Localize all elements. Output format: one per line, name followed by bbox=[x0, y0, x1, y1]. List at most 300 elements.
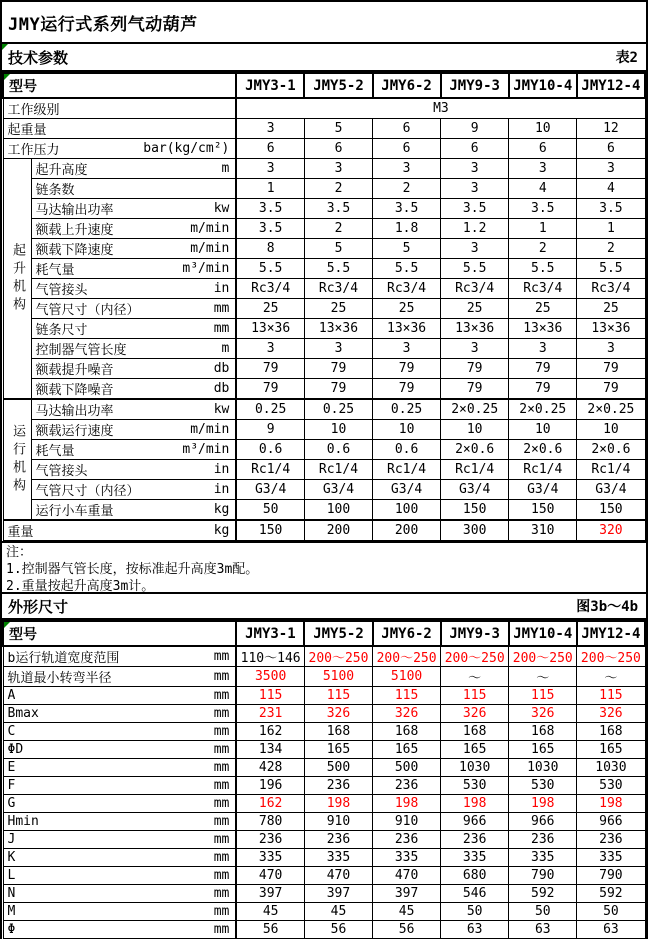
row-label-cell bbox=[3, 903, 236, 921]
value-cell: 3 bbox=[509, 159, 577, 179]
table-row bbox=[3, 98, 645, 119]
value-cell: 115 bbox=[373, 687, 441, 705]
value-cell: 966 bbox=[441, 813, 509, 831]
table-row bbox=[3, 849, 645, 867]
value-cell: 50 bbox=[577, 903, 645, 921]
value-cell: 2×0.6 bbox=[441, 440, 509, 460]
dims-table bbox=[2, 620, 646, 939]
table-row bbox=[3, 420, 645, 440]
green-corner-marker-icon bbox=[4, 74, 10, 80]
value-cell: 6 bbox=[441, 139, 509, 159]
value-cell: 326 bbox=[441, 705, 509, 723]
table-row bbox=[3, 903, 645, 921]
value-cell: 2 bbox=[373, 179, 441, 199]
value-cell: 236 bbox=[373, 831, 441, 849]
value-cell: 3 bbox=[577, 159, 645, 179]
row-label-cell bbox=[31, 359, 236, 379]
row-label: J bbox=[7, 832, 16, 847]
value-cell: 0.6 bbox=[373, 440, 441, 460]
model-header: JMY6-2 bbox=[373, 621, 441, 646]
value-cell: 335 bbox=[236, 849, 304, 867]
model-header: JMY12-4 bbox=[577, 73, 645, 98]
value-cell: 470 bbox=[373, 867, 441, 885]
table-row bbox=[3, 239, 645, 259]
value-cell: 236 bbox=[236, 831, 304, 849]
row-unit: mm bbox=[213, 669, 230, 684]
value-cell: 168 bbox=[304, 723, 372, 741]
value-cell: G3/4 bbox=[577, 480, 645, 500]
value-cell: Rc3/4 bbox=[373, 279, 441, 299]
value-cell: 45 bbox=[373, 903, 441, 921]
value-cell: G3/4 bbox=[441, 480, 509, 500]
table-row bbox=[3, 139, 645, 159]
row-label-cell bbox=[31, 480, 236, 500]
value-cell: 320 bbox=[577, 520, 645, 541]
row-label: 耗气量 bbox=[35, 444, 75, 459]
value-cell: 236 bbox=[304, 831, 372, 849]
row-label: 重量 bbox=[7, 525, 34, 540]
dimensions-table-wrap bbox=[0, 620, 648, 939]
value-cell: 3 bbox=[509, 339, 577, 359]
value-cell: 3 bbox=[441, 339, 509, 359]
model-header: JMY12-4 bbox=[577, 621, 645, 646]
row-label: K bbox=[7, 850, 16, 865]
value-cell: Rc3/4 bbox=[577, 279, 645, 299]
model-header: JMY3-1 bbox=[236, 73, 304, 98]
value-cell: 310 bbox=[509, 520, 577, 541]
value-cell: 397 bbox=[236, 885, 304, 903]
page-title: JMY运行式系列气动葫芦 bbox=[8, 14, 198, 35]
row-label: 额载下降噪音 bbox=[35, 383, 114, 398]
value-cell: 966 bbox=[509, 813, 577, 831]
row-label: N bbox=[7, 886, 16, 901]
table-row bbox=[3, 777, 645, 795]
value-cell: Rc1/4 bbox=[236, 460, 304, 480]
value-cell: 115 bbox=[304, 687, 372, 705]
value-cell: 200 bbox=[304, 520, 372, 541]
value-cell: Rc1/4 bbox=[373, 460, 441, 480]
row-label-cell bbox=[3, 520, 236, 541]
value-cell: 25 bbox=[441, 299, 509, 319]
value-cell: 5 bbox=[304, 239, 372, 259]
row-label-cell bbox=[31, 399, 236, 420]
tech-params-section-bar bbox=[0, 44, 648, 72]
value-cell: 79 bbox=[441, 379, 509, 400]
value-cell: 2×0.6 bbox=[509, 440, 577, 460]
value-cell: 150 bbox=[441, 500, 509, 521]
value-cell: 1030 bbox=[509, 759, 577, 777]
value-cell: 13×36 bbox=[577, 319, 645, 339]
value-cell: 196 bbox=[236, 777, 304, 795]
value-cell: 326 bbox=[304, 705, 372, 723]
row-label: Bmax bbox=[7, 706, 39, 721]
value-cell: 0.6 bbox=[236, 440, 304, 460]
value-cell: 3 bbox=[236, 119, 304, 139]
row-label: M bbox=[7, 904, 16, 919]
value-cell: 79 bbox=[373, 379, 441, 400]
table-row bbox=[3, 921, 645, 939]
merged-value-cell: M3 bbox=[236, 98, 645, 119]
row-unit: m bbox=[221, 341, 230, 356]
value-cell: 10 bbox=[509, 420, 577, 440]
value-cell: 5.5 bbox=[236, 259, 304, 279]
value-cell: 9 bbox=[441, 119, 509, 139]
value-cell: 0.6 bbox=[304, 440, 372, 460]
row-unit: mm bbox=[213, 706, 230, 721]
table-row bbox=[3, 741, 645, 759]
value-cell: 79 bbox=[577, 379, 645, 400]
value-cell: 3 bbox=[441, 239, 509, 259]
row-unit: m/min bbox=[190, 221, 230, 236]
value-cell: 10 bbox=[577, 420, 645, 440]
model-row-label-cell bbox=[3, 73, 236, 98]
model-header-row bbox=[3, 73, 645, 98]
row-unit: mm bbox=[213, 886, 230, 901]
row-label-cell bbox=[3, 139, 236, 159]
row-unit: mm bbox=[213, 778, 230, 793]
table-row bbox=[3, 359, 645, 379]
table-row bbox=[3, 667, 645, 687]
row-label: 额载提升噪音 bbox=[35, 363, 114, 378]
value-cell: 0.25 bbox=[373, 399, 441, 420]
value-cell: 966 bbox=[577, 813, 645, 831]
value-cell: 335 bbox=[373, 849, 441, 867]
row-label: 气管尺寸（内径） bbox=[35, 484, 140, 499]
table-row bbox=[3, 339, 645, 359]
value-cell: 12 bbox=[577, 119, 645, 139]
value-cell: 4 bbox=[577, 179, 645, 199]
value-cell: 236 bbox=[577, 831, 645, 849]
value-cell: 79 bbox=[373, 359, 441, 379]
value-cell: 79 bbox=[577, 359, 645, 379]
row-unit: db bbox=[213, 361, 230, 376]
row-unit: m/min bbox=[190, 422, 230, 437]
value-cell: 500 bbox=[373, 759, 441, 777]
value-cell: 5 bbox=[373, 239, 441, 259]
value-cell: 530 bbox=[577, 777, 645, 795]
row-label: 链条数 bbox=[35, 183, 75, 198]
row-unit: mm bbox=[213, 814, 230, 829]
value-cell: 50 bbox=[441, 903, 509, 921]
value-cell: 50 bbox=[509, 903, 577, 921]
table-row bbox=[3, 179, 645, 199]
row-label-cell bbox=[31, 179, 236, 199]
tech-params-section-title: 技术参数 bbox=[8, 48, 69, 67]
value-cell: 236 bbox=[304, 777, 372, 795]
model-header: JMY9-3 bbox=[441, 621, 509, 646]
value-cell: 397 bbox=[373, 885, 441, 903]
value-cell: 780 bbox=[236, 813, 304, 831]
value-cell: 1 bbox=[509, 219, 577, 239]
value-cell: 5 bbox=[304, 119, 372, 139]
value-cell: 10 bbox=[373, 420, 441, 440]
value-cell: 13×36 bbox=[441, 319, 509, 339]
value-cell: 79 bbox=[236, 379, 304, 400]
value-cell: 790 bbox=[577, 867, 645, 885]
value-cell: 3 bbox=[304, 159, 372, 179]
value-cell: 115 bbox=[236, 687, 304, 705]
value-cell: 397 bbox=[304, 885, 372, 903]
value-cell: G3/4 bbox=[509, 480, 577, 500]
value-cell: ～ bbox=[509, 667, 577, 687]
table-row bbox=[3, 379, 645, 400]
value-cell: 100 bbox=[304, 500, 372, 521]
table-row bbox=[3, 279, 645, 299]
value-cell: 5.5 bbox=[304, 259, 372, 279]
value-cell: Rc3/4 bbox=[304, 279, 372, 299]
value-cell: 470 bbox=[304, 867, 372, 885]
row-label-cell bbox=[3, 813, 236, 831]
value-cell: 13×36 bbox=[304, 319, 372, 339]
row-label: C bbox=[7, 724, 16, 739]
row-label-cell bbox=[3, 849, 236, 867]
row-label: 起升高度 bbox=[35, 163, 88, 178]
value-cell: Rc1/4 bbox=[304, 460, 372, 480]
value-cell: 13×36 bbox=[373, 319, 441, 339]
table-row bbox=[3, 480, 645, 500]
row-label-cell bbox=[31, 239, 236, 259]
value-cell: 335 bbox=[577, 849, 645, 867]
value-cell: 63 bbox=[577, 921, 645, 939]
value-cell: 198 bbox=[373, 795, 441, 813]
table-row bbox=[3, 520, 645, 541]
value-cell: 165 bbox=[373, 741, 441, 759]
value-cell: 79 bbox=[236, 359, 304, 379]
value-cell: 56 bbox=[373, 921, 441, 939]
value-cell: ～ bbox=[441, 667, 509, 687]
value-cell: 25 bbox=[373, 299, 441, 319]
value-cell: 63 bbox=[509, 921, 577, 939]
value-cell: 115 bbox=[577, 687, 645, 705]
value-cell: 165 bbox=[577, 741, 645, 759]
value-cell: 150 bbox=[236, 520, 304, 541]
value-cell: 10 bbox=[441, 420, 509, 440]
value-cell: 25 bbox=[236, 299, 304, 319]
value-cell: 3 bbox=[577, 339, 645, 359]
table-row bbox=[3, 867, 645, 885]
row-label-cell bbox=[3, 667, 236, 687]
row-unit: kg bbox=[213, 502, 230, 517]
table-row bbox=[3, 259, 645, 279]
value-cell: 5100 bbox=[373, 667, 441, 687]
value-cell: 134 bbox=[236, 741, 304, 759]
figure-number-tag: 图3b～4b bbox=[576, 599, 638, 615]
value-cell: 198 bbox=[304, 795, 372, 813]
row-unit: mm bbox=[213, 724, 230, 739]
row-label-cell bbox=[3, 98, 236, 119]
table-row bbox=[3, 723, 645, 741]
row-unit: mm bbox=[213, 760, 230, 775]
green-corner-marker-icon bbox=[4, 622, 10, 628]
value-cell: 79 bbox=[304, 379, 372, 400]
value-cell: Rc3/4 bbox=[509, 279, 577, 299]
value-cell: 110～146 bbox=[236, 646, 304, 667]
value-cell: Rc1/4 bbox=[509, 460, 577, 480]
value-cell: 5100 bbox=[304, 667, 372, 687]
table-row bbox=[3, 319, 645, 339]
value-cell: 198 bbox=[441, 795, 509, 813]
model-header: JMY9-3 bbox=[441, 73, 509, 98]
table-row bbox=[3, 199, 645, 219]
value-cell: 0.25 bbox=[236, 399, 304, 420]
value-cell: 6 bbox=[236, 139, 304, 159]
value-cell: 168 bbox=[441, 723, 509, 741]
value-cell: 3.5 bbox=[577, 199, 645, 219]
row-unit: mm bbox=[213, 301, 230, 316]
model-row-label: 型号 bbox=[9, 626, 37, 643]
value-cell: 100 bbox=[373, 500, 441, 521]
value-cell: 236 bbox=[373, 777, 441, 795]
value-cell: 2 bbox=[509, 239, 577, 259]
value-cell: 165 bbox=[509, 741, 577, 759]
model-header: JMY10-4 bbox=[509, 73, 577, 98]
value-cell: 56 bbox=[236, 921, 304, 939]
row-unit: mm bbox=[213, 922, 230, 937]
value-cell: 200 bbox=[373, 520, 441, 541]
model-header: JMY5-2 bbox=[304, 73, 372, 98]
value-cell: Rc3/4 bbox=[441, 279, 509, 299]
row-label: Φ bbox=[7, 922, 16, 937]
row-label: 轨道最小转弯半径 bbox=[7, 671, 112, 686]
row-label-cell bbox=[31, 420, 236, 440]
row-label: 马达输出功率 bbox=[35, 203, 114, 218]
value-cell: 2 bbox=[304, 219, 372, 239]
value-cell: 2×0.25 bbox=[509, 399, 577, 420]
value-cell: 25 bbox=[304, 299, 372, 319]
row-unit: mm bbox=[213, 796, 230, 811]
value-cell: ～ bbox=[577, 667, 645, 687]
value-cell: 3.5 bbox=[304, 199, 372, 219]
value-cell: 2×0.6 bbox=[577, 440, 645, 460]
tech-table bbox=[2, 72, 646, 541]
row-label-cell bbox=[31, 440, 236, 460]
value-cell: 45 bbox=[304, 903, 372, 921]
row-unit: kw bbox=[213, 201, 230, 216]
value-cell: 10 bbox=[304, 420, 372, 440]
table-row bbox=[3, 460, 645, 480]
row-unit: mm bbox=[213, 832, 230, 847]
value-cell: 5.5 bbox=[509, 259, 577, 279]
value-cell: 592 bbox=[577, 885, 645, 903]
value-cell: 2 bbox=[304, 179, 372, 199]
value-cell: Rc1/4 bbox=[441, 460, 509, 480]
row-label-cell bbox=[3, 687, 236, 705]
value-cell: 25 bbox=[577, 299, 645, 319]
value-cell: 1 bbox=[236, 179, 304, 199]
tech-params-table-wrap bbox=[0, 72, 648, 541]
value-cell: 546 bbox=[441, 885, 509, 903]
table-row bbox=[3, 299, 645, 319]
row-unit: m/min bbox=[190, 241, 230, 256]
model-header-row bbox=[3, 621, 645, 646]
row-unit: mm bbox=[213, 850, 230, 865]
row-label-cell bbox=[31, 279, 236, 299]
row-label-cell bbox=[3, 741, 236, 759]
row-label: G bbox=[7, 796, 16, 811]
value-cell: 79 bbox=[509, 359, 577, 379]
model-row-label-cell bbox=[3, 621, 236, 646]
value-cell: 680 bbox=[441, 867, 509, 885]
value-cell: 6 bbox=[577, 139, 645, 159]
row-label-cell bbox=[31, 460, 236, 480]
table-row bbox=[3, 219, 645, 239]
value-cell: 236 bbox=[441, 831, 509, 849]
value-cell: 5.5 bbox=[577, 259, 645, 279]
row-label-cell bbox=[31, 500, 236, 521]
value-cell: Rc3/4 bbox=[236, 279, 304, 299]
row-label-cell bbox=[31, 319, 236, 339]
value-cell: 13×36 bbox=[236, 319, 304, 339]
value-cell: 335 bbox=[304, 849, 372, 867]
value-cell: 25 bbox=[509, 299, 577, 319]
value-cell: Rc1/4 bbox=[577, 460, 645, 480]
value-cell: 13×36 bbox=[509, 319, 577, 339]
value-cell: 1 bbox=[577, 219, 645, 239]
value-cell: 5.5 bbox=[373, 259, 441, 279]
value-cell: 470 bbox=[236, 867, 304, 885]
value-cell: 326 bbox=[577, 705, 645, 723]
value-cell: 6 bbox=[509, 139, 577, 159]
table-row bbox=[3, 687, 645, 705]
model-row-label: 型号 bbox=[9, 78, 37, 95]
green-corner-marker-icon bbox=[2, 44, 8, 50]
value-cell: 6 bbox=[373, 139, 441, 159]
row-label: 耗气量 bbox=[35, 263, 75, 278]
value-cell: 115 bbox=[509, 687, 577, 705]
value-cell: 3 bbox=[373, 159, 441, 179]
table-row bbox=[3, 440, 645, 460]
table-number-tag: 表2 bbox=[615, 50, 638, 66]
value-cell: 2×0.25 bbox=[441, 399, 509, 420]
value-cell: 9 bbox=[236, 420, 304, 440]
row-label-cell bbox=[3, 885, 236, 903]
value-cell: 3 bbox=[236, 339, 304, 359]
row-label-cell bbox=[31, 299, 236, 319]
row-label: 气管尺寸（内径） bbox=[35, 303, 140, 318]
value-cell: 162 bbox=[236, 795, 304, 813]
row-unit: mm bbox=[213, 321, 230, 336]
value-cell: 198 bbox=[577, 795, 645, 813]
value-cell: 335 bbox=[509, 849, 577, 867]
value-cell: 5.5 bbox=[441, 259, 509, 279]
row-unit: kg bbox=[213, 523, 230, 538]
value-cell: 50 bbox=[236, 500, 304, 521]
value-cell: 300 bbox=[441, 520, 509, 541]
value-cell: 428 bbox=[236, 759, 304, 777]
sheet-title-bar bbox=[0, 0, 648, 44]
value-cell: 3.5 bbox=[441, 199, 509, 219]
row-label-cell bbox=[31, 379, 236, 400]
value-cell: 6 bbox=[304, 139, 372, 159]
value-cell: 3.5 bbox=[236, 219, 304, 239]
value-cell: 198 bbox=[509, 795, 577, 813]
value-cell: 165 bbox=[304, 741, 372, 759]
value-cell: 63 bbox=[441, 921, 509, 939]
value-cell: 200～250 bbox=[304, 646, 372, 667]
row-label-cell bbox=[3, 119, 236, 139]
row-label-cell bbox=[31, 219, 236, 239]
row-unit: mm bbox=[213, 688, 230, 703]
row-label: 额载上升速度 bbox=[35, 223, 114, 238]
value-cell: 3 bbox=[441, 179, 509, 199]
note-line: 2.重量按起升高度3m计。 bbox=[6, 579, 155, 594]
value-cell: 1030 bbox=[441, 759, 509, 777]
row-unit: in bbox=[213, 462, 230, 477]
row-label: ΦD bbox=[7, 742, 24, 757]
model-header: JMY3-1 bbox=[236, 621, 304, 646]
value-cell: 200～250 bbox=[577, 646, 645, 667]
value-cell: 0.25 bbox=[304, 399, 372, 420]
